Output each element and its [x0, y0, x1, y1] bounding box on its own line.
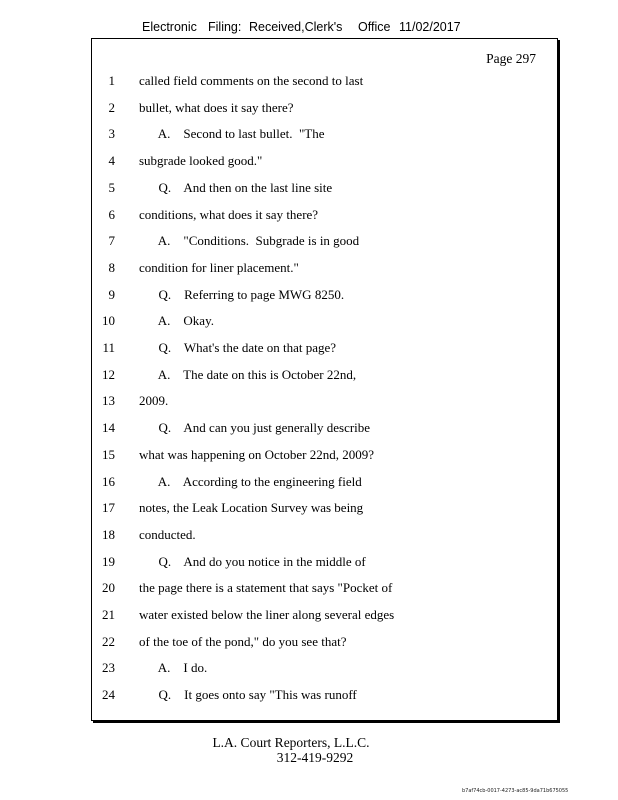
- line-text: condition for liner placement.": [139, 260, 299, 275]
- line-number: 6: [108, 207, 115, 222]
- line-text: Q. And can you just generally describe: [139, 420, 371, 435]
- line-text: Q. And then on the last line site: [139, 180, 333, 195]
- line-number: 21: [102, 607, 115, 622]
- filing-header-word-received: Received,Clerk's: [249, 20, 343, 34]
- line-number: 13: [102, 393, 115, 408]
- line-text: Q. It goes onto say "This was runoff: [139, 687, 357, 702]
- line-text: called field comments on the second to last: [139, 73, 364, 88]
- line-number: 10: [102, 313, 115, 328]
- footer-company: L.A. Court Reporters, L.L.C.: [212, 735, 370, 750]
- line-number: 1: [108, 73, 115, 88]
- line-text: the page there is a statement that says "Pocket of: [139, 580, 393, 595]
- line-text: A. According to the engineering field: [139, 474, 362, 489]
- line-number: 4: [108, 153, 115, 168]
- electronic-filing-header: [0, 20, 618, 36]
- line-text: bullet, what does it say there?: [139, 100, 294, 115]
- line-text: conducted.: [139, 527, 196, 542]
- line-text: A. "Conditions. Subgrade is in good: [139, 233, 360, 248]
- line-number: 12: [102, 367, 115, 382]
- line-number: 7: [108, 233, 115, 248]
- line-text: A. The date on this is October 22nd,: [139, 367, 357, 382]
- filing-header-word-electronic: Electronic: [142, 20, 197, 34]
- document-hash: b7af74cb-0017-4273-ac85-9da71b675055: [462, 788, 569, 794]
- line-number: 23: [102, 660, 115, 675]
- line-number: 24: [102, 687, 115, 702]
- line-number: 18: [102, 527, 115, 542]
- transcript-page: [91, 38, 558, 721]
- filing-header-date: 11/02/2017: [399, 20, 461, 34]
- filing-header-word-filing: Filing:: [208, 20, 242, 34]
- line-text: notes, the Leak Location Survey was being: [139, 500, 364, 515]
- filing-header-word-office: Office: [358, 20, 391, 34]
- line-text: conditions, what does it say there?: [139, 207, 319, 222]
- line-text: subgrade looked good.": [139, 153, 263, 168]
- line-text: Q. Referring to page MWG 8250.: [139, 287, 345, 302]
- line-number: 11: [102, 340, 115, 355]
- line-number: 8: [108, 260, 115, 275]
- line-text: water existed below the liner along several edges: [139, 607, 395, 622]
- line-number: 14: [102, 420, 115, 435]
- line-text: 2009.: [139, 393, 169, 408]
- page-number: Page 297: [486, 51, 536, 66]
- line-number: 17: [102, 500, 115, 515]
- footer-phone: 312-419-9292: [276, 750, 354, 765]
- line-number: 3: [108, 126, 115, 141]
- line-text: of the toe of the pond," do you see that?: [139, 634, 347, 649]
- line-text: Q. And do you notice in the middle of: [139, 554, 366, 569]
- line-number: 20: [102, 580, 115, 595]
- line-number: 22: [102, 634, 115, 649]
- line-number: 9: [108, 287, 115, 302]
- line-number: 2: [108, 100, 115, 115]
- line-number: 5: [108, 180, 115, 195]
- line-text: A. Second to last bullet. "The: [139, 126, 325, 141]
- line-text: Q. What's the date on that page?: [139, 340, 337, 355]
- line-number: 19: [102, 554, 115, 569]
- line-number: 15: [102, 447, 115, 462]
- line-number: 16: [102, 474, 115, 489]
- line-text: A. I do.: [139, 660, 208, 675]
- line-text: what was happening on October 22nd, 2009?: [139, 447, 375, 462]
- line-text: A. Okay.: [139, 313, 214, 328]
